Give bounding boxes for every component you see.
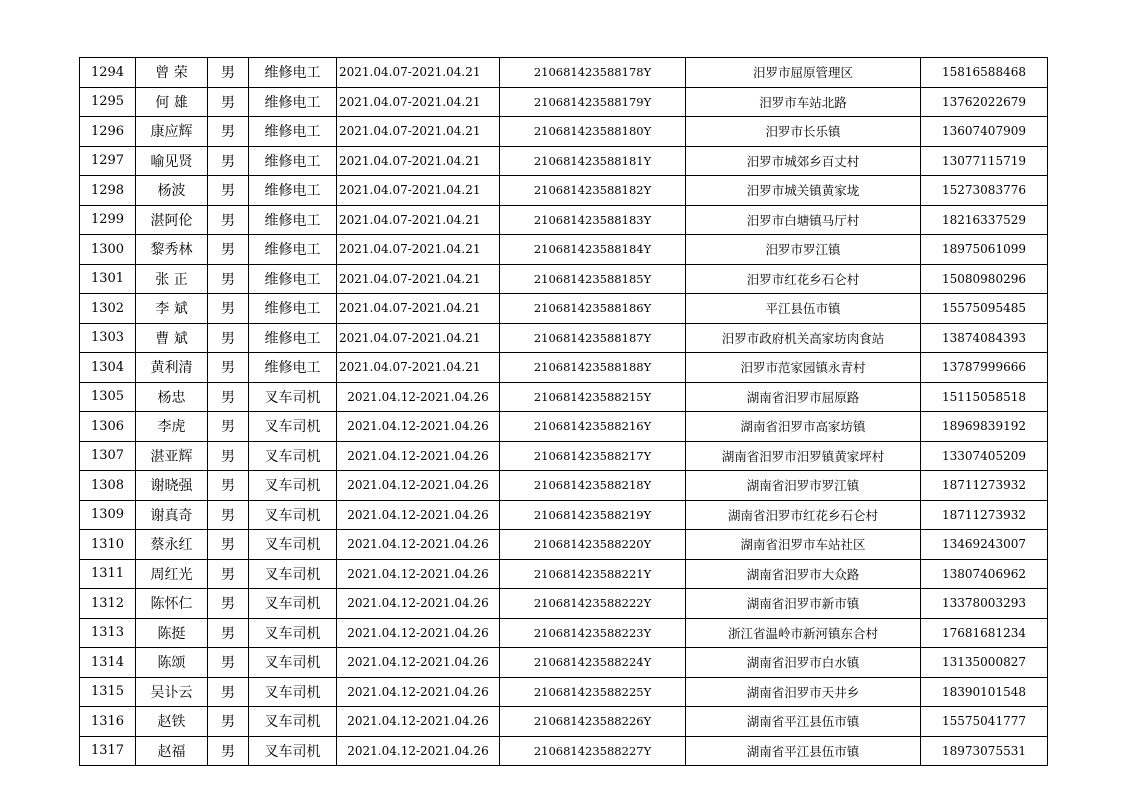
row-number: 1315: [80, 677, 136, 707]
address-cell: 汨罗市屈原管理区: [686, 58, 921, 88]
training-period-cell: 2021.04.07-2021.04.21: [337, 264, 500, 294]
certificate-number-cell: 210681423588186Y: [500, 294, 686, 324]
training-period-cell: 2021.04.07-2021.04.21: [337, 146, 500, 176]
address-cell: 湖南省平江县伍市镇: [686, 707, 921, 737]
certificate-number-cell: 210681423588216Y: [500, 412, 686, 442]
certificate-number-cell: 210681423588223Y: [500, 618, 686, 648]
gender-cell: 男: [208, 382, 249, 412]
occupation-cell: 叉车司机: [249, 707, 337, 737]
table-row: [80, 294, 1048, 324]
occupation-cell: 叉车司机: [249, 589, 337, 619]
gender-cell: 男: [208, 146, 249, 176]
address-cell: 湖南省汨罗市白水镇: [686, 648, 921, 678]
training-period-cell: 2021.04.12-2021.04.26: [337, 471, 500, 501]
training-period-cell: 2021.04.12-2021.04.26: [337, 559, 500, 589]
table-row: [80, 205, 1048, 235]
certificate-number-cell: 210681423588224Y: [500, 648, 686, 678]
gender-cell: 男: [208, 205, 249, 235]
table-row: [80, 323, 1048, 353]
phone-cell: 13378003293: [921, 589, 1048, 619]
row-number: 1311: [80, 559, 136, 589]
occupation-cell: 叉车司机: [249, 412, 337, 442]
row-number: 1313: [80, 618, 136, 648]
gender-cell: 男: [208, 648, 249, 678]
certificate-number-cell: 210681423588226Y: [500, 707, 686, 737]
occupation-cell: 维修电工: [249, 235, 337, 265]
training-period-cell: 2021.04.12-2021.04.26: [337, 530, 500, 560]
certificate-number-cell: 210681423588227Y: [500, 736, 686, 766]
training-period-cell: 2021.04.07-2021.04.21: [337, 176, 500, 206]
name-cell: 黎秀林: [136, 235, 208, 265]
gender-cell: 男: [208, 176, 249, 206]
training-period-cell: 2021.04.07-2021.04.21: [337, 353, 500, 383]
occupation-cell: 叉车司机: [249, 677, 337, 707]
row-number: 1312: [80, 589, 136, 619]
row-number: 1309: [80, 500, 136, 530]
address-cell: 湖南省汨罗市屈原路: [686, 382, 921, 412]
gender-cell: 男: [208, 58, 249, 88]
name-cell: 谢晓强: [136, 471, 208, 501]
phone-cell: 15273083776: [921, 176, 1048, 206]
phone-cell: 13787999666: [921, 353, 1048, 383]
name-cell: 曹 斌: [136, 323, 208, 353]
phone-cell: 18711273932: [921, 471, 1048, 501]
gender-cell: 男: [208, 471, 249, 501]
table-row: [80, 530, 1048, 560]
training-period-cell: 2021.04.07-2021.04.21: [337, 87, 500, 117]
address-cell: 汨罗市罗江镇: [686, 235, 921, 265]
phone-cell: 17681681234: [921, 618, 1048, 648]
training-period-cell: 2021.04.12-2021.04.26: [337, 648, 500, 678]
address-cell: 湖南省汨罗市车站社区: [686, 530, 921, 560]
row-number: 1294: [80, 58, 136, 88]
name-cell: 喻见贤: [136, 146, 208, 176]
name-cell: 曾 荣: [136, 58, 208, 88]
name-cell: 陈怀仁: [136, 589, 208, 619]
occupation-cell: 叉车司机: [249, 382, 337, 412]
certificate-number-cell: 210681423588178Y: [500, 58, 686, 88]
table-row: [80, 559, 1048, 589]
gender-cell: 男: [208, 530, 249, 560]
certificate-number-cell: 210681423588181Y: [500, 146, 686, 176]
phone-cell: 15575095485: [921, 294, 1048, 324]
occupation-cell: 维修电工: [249, 87, 337, 117]
phone-cell: 18973075531: [921, 736, 1048, 766]
gender-cell: 男: [208, 235, 249, 265]
name-cell: 周红光: [136, 559, 208, 589]
roster-body: [80, 58, 1048, 766]
certificate-number-cell: 210681423588215Y: [500, 382, 686, 412]
row-number: 1316: [80, 707, 136, 737]
row-number: 1298: [80, 176, 136, 206]
table-row: [80, 677, 1048, 707]
name-cell: 何 雄: [136, 87, 208, 117]
row-number: 1310: [80, 530, 136, 560]
name-cell: 陈颂: [136, 648, 208, 678]
table-row: [80, 146, 1048, 176]
table-row: [80, 176, 1048, 206]
gender-cell: 男: [208, 323, 249, 353]
row-number: 1303: [80, 323, 136, 353]
address-cell: 湖南省汨罗市罗江镇: [686, 471, 921, 501]
table-row: [80, 117, 1048, 147]
table-row: [80, 87, 1048, 117]
row-number: 1297: [80, 146, 136, 176]
table-row: [80, 412, 1048, 442]
address-cell: 汨罗市白塘镇马厅村: [686, 205, 921, 235]
table-row: [80, 648, 1048, 678]
row-number: 1300: [80, 235, 136, 265]
certificate-number-cell: 210681423588219Y: [500, 500, 686, 530]
address-cell: 湖南省汨罗市高家坊镇: [686, 412, 921, 442]
occupation-cell: 维修电工: [249, 323, 337, 353]
phone-cell: 13762022679: [921, 87, 1048, 117]
address-cell: 湖南省汨罗市红花乡石仑村: [686, 500, 921, 530]
name-cell: 陈挺: [136, 618, 208, 648]
row-number: 1304: [80, 353, 136, 383]
training-period-cell: 2021.04.12-2021.04.26: [337, 736, 500, 766]
name-cell: 李虎: [136, 412, 208, 442]
occupation-cell: 维修电工: [249, 58, 337, 88]
name-cell: 谢真奇: [136, 500, 208, 530]
table-row: [80, 382, 1048, 412]
name-cell: 湛阿伦: [136, 205, 208, 235]
row-number: 1296: [80, 117, 136, 147]
gender-cell: 男: [208, 736, 249, 766]
address-cell: 汨罗市城郊乡百丈村: [686, 146, 921, 176]
name-cell: 李 斌: [136, 294, 208, 324]
occupation-cell: 叉车司机: [249, 530, 337, 560]
phone-cell: 13077115719: [921, 146, 1048, 176]
phone-cell: 15115058518: [921, 382, 1048, 412]
phone-cell: 13469243007: [921, 530, 1048, 560]
trainee-roster-table: [79, 57, 1048, 766]
address-cell: 湖南省汨罗市新市镇: [686, 589, 921, 619]
training-period-cell: 2021.04.12-2021.04.26: [337, 707, 500, 737]
address-cell: 汨罗市车站北路: [686, 87, 921, 117]
address-cell: 平江县伍市镇: [686, 294, 921, 324]
row-number: 1299: [80, 205, 136, 235]
table-row: [80, 707, 1048, 737]
training-period-cell: 2021.04.12-2021.04.26: [337, 677, 500, 707]
phone-cell: 18711273932: [921, 500, 1048, 530]
row-number: 1305: [80, 382, 136, 412]
phone-cell: 15816588468: [921, 58, 1048, 88]
name-cell: 杨忠: [136, 382, 208, 412]
training-period-cell: 2021.04.07-2021.04.21: [337, 235, 500, 265]
certificate-number-cell: 210681423588180Y: [500, 117, 686, 147]
name-cell: 蔡永红: [136, 530, 208, 560]
table-row: [80, 441, 1048, 471]
table-row: [80, 471, 1048, 501]
gender-cell: 男: [208, 677, 249, 707]
name-cell: 杨波: [136, 176, 208, 206]
phone-cell: 18975061099: [921, 235, 1048, 265]
certificate-number-cell: 210681423588185Y: [500, 264, 686, 294]
table-row: [80, 500, 1048, 530]
phone-cell: 18969839192: [921, 412, 1048, 442]
training-period-cell: 2021.04.07-2021.04.21: [337, 323, 500, 353]
gender-cell: 男: [208, 441, 249, 471]
occupation-cell: 维修电工: [249, 353, 337, 383]
certificate-number-cell: 210681423588184Y: [500, 235, 686, 265]
training-period-cell: 2021.04.07-2021.04.21: [337, 117, 500, 147]
name-cell: 黄利清: [136, 353, 208, 383]
table-row: [80, 264, 1048, 294]
occupation-cell: 叉车司机: [249, 648, 337, 678]
name-cell: 康应辉: [136, 117, 208, 147]
training-period-cell: 2021.04.12-2021.04.26: [337, 618, 500, 648]
certificate-number-cell: 210681423588217Y: [500, 441, 686, 471]
name-cell: 湛亚辉: [136, 441, 208, 471]
name-cell: 张 正: [136, 264, 208, 294]
certificate-number-cell: 210681423588187Y: [500, 323, 686, 353]
training-period-cell: 2021.04.12-2021.04.26: [337, 500, 500, 530]
phone-cell: 18390101548: [921, 677, 1048, 707]
certificate-number-cell: 210681423588222Y: [500, 589, 686, 619]
gender-cell: 男: [208, 500, 249, 530]
occupation-cell: 维修电工: [249, 264, 337, 294]
occupation-cell: 维修电工: [249, 146, 337, 176]
training-period-cell: 2021.04.12-2021.04.26: [337, 382, 500, 412]
occupation-cell: 叉车司机: [249, 618, 337, 648]
name-cell: 吴讣云: [136, 677, 208, 707]
row-number: 1306: [80, 412, 136, 442]
table-row: [80, 353, 1048, 383]
phone-cell: 13607407909: [921, 117, 1048, 147]
phone-cell: 13874084393: [921, 323, 1048, 353]
occupation-cell: 维修电工: [249, 176, 337, 206]
table-row: [80, 589, 1048, 619]
occupation-cell: 叉车司机: [249, 559, 337, 589]
row-number: 1314: [80, 648, 136, 678]
training-period-cell: 2021.04.07-2021.04.21: [337, 58, 500, 88]
gender-cell: 男: [208, 264, 249, 294]
table-row: [80, 235, 1048, 265]
address-cell: 湖南省汨罗市汨罗镇黄家坪村: [686, 441, 921, 471]
gender-cell: 男: [208, 294, 249, 324]
phone-cell: 13135000827: [921, 648, 1048, 678]
occupation-cell: 维修电工: [249, 117, 337, 147]
gender-cell: 男: [208, 618, 249, 648]
certificate-number-cell: 210681423588221Y: [500, 559, 686, 589]
occupation-cell: 维修电工: [249, 205, 337, 235]
row-number: 1308: [80, 471, 136, 501]
occupation-cell: 叉车司机: [249, 441, 337, 471]
gender-cell: 男: [208, 559, 249, 589]
table-row: [80, 58, 1048, 88]
phone-cell: 13307405209: [921, 441, 1048, 471]
address-cell: 浙江省温岭市新河镇东合村: [686, 618, 921, 648]
occupation-cell: 维修电工: [249, 294, 337, 324]
row-number: 1301: [80, 264, 136, 294]
table-row: [80, 618, 1048, 648]
phone-cell: 15575041777: [921, 707, 1048, 737]
certificate-number-cell: 210681423588179Y: [500, 87, 686, 117]
training-period-cell: 2021.04.12-2021.04.26: [337, 589, 500, 619]
gender-cell: 男: [208, 707, 249, 737]
gender-cell: 男: [208, 412, 249, 442]
gender-cell: 男: [208, 87, 249, 117]
certificate-number-cell: 210681423588183Y: [500, 205, 686, 235]
occupation-cell: 叉车司机: [249, 736, 337, 766]
address-cell: 汨罗市红花乡石仑村: [686, 264, 921, 294]
certificate-number-cell: 210681423588218Y: [500, 471, 686, 501]
address-cell: 汨罗市长乐镇: [686, 117, 921, 147]
certificate-number-cell: 210681423588188Y: [500, 353, 686, 383]
gender-cell: 男: [208, 117, 249, 147]
certificate-number-cell: 210681423588182Y: [500, 176, 686, 206]
occupation-cell: 叉车司机: [249, 500, 337, 530]
address-cell: 汨罗市政府机关高家坊肉食站: [686, 323, 921, 353]
training-period-cell: 2021.04.12-2021.04.26: [337, 441, 500, 471]
certificate-number-cell: 210681423588220Y: [500, 530, 686, 560]
address-cell: 湖南省平江县伍市镇: [686, 736, 921, 766]
row-number: 1302: [80, 294, 136, 324]
address-cell: 汨罗市范家园镇永青村: [686, 353, 921, 383]
address-cell: 湖南省汨罗市天井乡: [686, 677, 921, 707]
address-cell: 湖南省汨罗市大众路: [686, 559, 921, 589]
certificate-number-cell: 210681423588225Y: [500, 677, 686, 707]
name-cell: 赵福: [136, 736, 208, 766]
training-period-cell: 2021.04.07-2021.04.21: [337, 294, 500, 324]
training-period-cell: 2021.04.07-2021.04.21: [337, 205, 500, 235]
occupation-cell: 叉车司机: [249, 471, 337, 501]
row-number: 1307: [80, 441, 136, 471]
phone-cell: 15080980296: [921, 264, 1048, 294]
phone-cell: 13807406962: [921, 559, 1048, 589]
gender-cell: 男: [208, 353, 249, 383]
gender-cell: 男: [208, 589, 249, 619]
row-number: 1317: [80, 736, 136, 766]
address-cell: 汨罗市城关镇黄家垅: [686, 176, 921, 206]
training-period-cell: 2021.04.12-2021.04.26: [337, 412, 500, 442]
table-row: [80, 736, 1048, 766]
row-number: 1295: [80, 87, 136, 117]
name-cell: 赵铁: [136, 707, 208, 737]
phone-cell: 18216337529: [921, 205, 1048, 235]
